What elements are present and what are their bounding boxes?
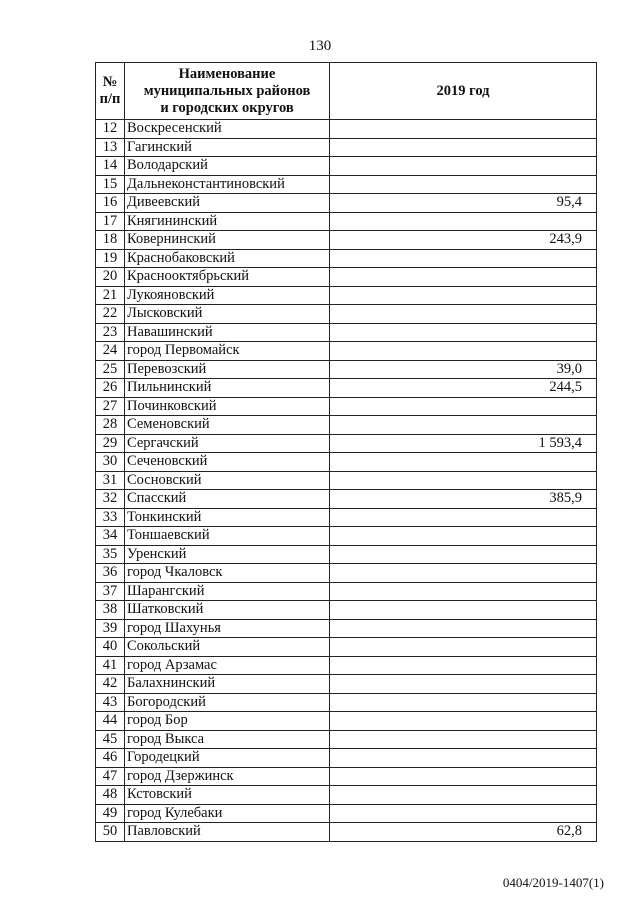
- municipality-name: Павловский: [125, 823, 330, 842]
- table-row: [96, 212, 597, 231]
- row-number: 40: [96, 638, 125, 657]
- row-number: 47: [96, 767, 125, 786]
- municipality-name: Балахнинский: [125, 675, 330, 694]
- row-number: 49: [96, 804, 125, 823]
- value-2019: [330, 564, 597, 583]
- row-number: 37: [96, 582, 125, 601]
- value-2019: 244,5: [330, 379, 597, 398]
- municipality-name: Городецкий: [125, 749, 330, 768]
- table-row: [96, 619, 597, 638]
- municipality-name: Дальнеконстантиновский: [125, 175, 330, 194]
- value-2019: [330, 397, 597, 416]
- table-row: [96, 434, 597, 453]
- row-number: 42: [96, 675, 125, 694]
- value-2019: [330, 582, 597, 601]
- value-2019: [330, 212, 597, 231]
- value-2019: [330, 786, 597, 805]
- municipality-name: Уренский: [125, 545, 330, 564]
- table-row: [96, 527, 597, 546]
- table-row: [96, 767, 597, 786]
- value-2019: [330, 268, 597, 287]
- municipality-name: Навашинский: [125, 323, 330, 342]
- table-body: [96, 120, 597, 842]
- table-row: [96, 453, 597, 472]
- table-row: [96, 730, 597, 749]
- document-code: 0404/2019-1407(1): [502, 875, 604, 890]
- row-number: 30: [96, 453, 125, 472]
- row-number: 35: [96, 545, 125, 564]
- table-row: [96, 693, 597, 712]
- value-2019: 95,4: [330, 194, 597, 213]
- row-number: 46: [96, 749, 125, 768]
- municipality-name: Лысковский: [125, 305, 330, 324]
- value-2019: [330, 527, 597, 546]
- municipality-name: Воскресенский: [125, 120, 330, 139]
- header-year-text: 2019 год: [436, 82, 490, 99]
- table-row: [96, 490, 597, 509]
- row-number: 41: [96, 656, 125, 675]
- municipality-name: Лукояновский: [125, 286, 330, 305]
- municipality-name: Краснооктябрьский: [125, 268, 330, 287]
- municipality-name: город Кулебаки: [125, 804, 330, 823]
- municipality-name: Шатковский: [125, 601, 330, 620]
- row-number: 14: [96, 157, 125, 176]
- row-number: 17: [96, 212, 125, 231]
- municipality-name: город Дзержинск: [125, 767, 330, 786]
- value-2019: [330, 323, 597, 342]
- row-number: 16: [96, 194, 125, 213]
- municipality-name: Гагинский: [125, 138, 330, 157]
- table-row: [96, 416, 597, 435]
- municipality-name: Тонкинский: [125, 508, 330, 527]
- municipality-name: Краснобаковский: [125, 249, 330, 268]
- municipality-name: Спасский: [125, 490, 330, 509]
- table-row: [96, 786, 597, 805]
- row-number: 50: [96, 823, 125, 842]
- table-row: [96, 249, 597, 268]
- municipality-name: город Арзамас: [125, 656, 330, 675]
- municipality-name: Сокольский: [125, 638, 330, 657]
- municipal-table: [95, 62, 597, 842]
- row-number: 31: [96, 471, 125, 490]
- table-row: [96, 601, 597, 620]
- table-row: [96, 286, 597, 305]
- value-2019: [330, 712, 597, 731]
- municipality-name: город Бор: [125, 712, 330, 731]
- table-row: [96, 471, 597, 490]
- value-2019: [330, 453, 597, 472]
- municipality-name: Шарангский: [125, 582, 330, 601]
- municipality-name: Сеченовский: [125, 453, 330, 472]
- row-number: 12: [96, 120, 125, 139]
- row-number: 33: [96, 508, 125, 527]
- municipality-name: Ковернинский: [125, 231, 330, 250]
- value-2019: [330, 675, 597, 694]
- value-2019: [330, 471, 597, 490]
- table-row: [96, 360, 597, 379]
- header-year: [330, 63, 597, 120]
- value-2019: [330, 638, 597, 657]
- row-number: 32: [96, 490, 125, 509]
- municipality-name: Сергачский: [125, 434, 330, 453]
- row-number: 22: [96, 305, 125, 324]
- municipality-name: Перевозский: [125, 360, 330, 379]
- table-row: [96, 545, 597, 564]
- table-row: [96, 804, 597, 823]
- table-row: [96, 120, 597, 139]
- table-row: [96, 231, 597, 250]
- table-row: [96, 564, 597, 583]
- table-row: [96, 323, 597, 342]
- municipality-name: Семеновский: [125, 416, 330, 435]
- value-2019: 243,9: [330, 231, 597, 250]
- row-number: 19: [96, 249, 125, 268]
- value-2019: [330, 342, 597, 361]
- row-number: 45: [96, 730, 125, 749]
- row-number: 38: [96, 601, 125, 620]
- municipality-name: город Выкса: [125, 730, 330, 749]
- table-row: [96, 712, 597, 731]
- table-row: [96, 656, 597, 675]
- row-number: 13: [96, 138, 125, 157]
- table-header: [96, 63, 597, 120]
- table-row: [96, 342, 597, 361]
- value-2019: 385,9: [330, 490, 597, 509]
- row-number: 25: [96, 360, 125, 379]
- value-2019: [330, 175, 597, 194]
- municipality-name: Богородский: [125, 693, 330, 712]
- table-row: [96, 305, 597, 324]
- header-name-text: Наименование муниципальных районов и городских округов: [143, 65, 311, 116]
- table-row: [96, 268, 597, 287]
- table-row: [96, 749, 597, 768]
- municipality-name: Пильнинский: [125, 379, 330, 398]
- row-number: 34: [96, 527, 125, 546]
- row-number: 26: [96, 379, 125, 398]
- row-number: 44: [96, 712, 125, 731]
- row-number: 20: [96, 268, 125, 287]
- table-row: [96, 675, 597, 694]
- municipality-name: город Шахунья: [125, 619, 330, 638]
- value-2019: [330, 619, 597, 638]
- municipality-name: Дивеевский: [125, 194, 330, 213]
- municipality-name: Тоншаевский: [125, 527, 330, 546]
- municipality-name: Володарский: [125, 157, 330, 176]
- municipality-name: город Первомайск: [125, 342, 330, 361]
- row-number: 21: [96, 286, 125, 305]
- table-row: [96, 508, 597, 527]
- table-row: [96, 138, 597, 157]
- row-number: 28: [96, 416, 125, 435]
- table-row: [96, 194, 597, 213]
- row-number: 23: [96, 323, 125, 342]
- municipality-name: Починковский: [125, 397, 330, 416]
- value-2019: [330, 804, 597, 823]
- table-row: [96, 582, 597, 601]
- page-number: 130: [308, 38, 332, 54]
- row-number: 27: [96, 397, 125, 416]
- value-2019: 62,8: [330, 823, 597, 842]
- value-2019: [330, 138, 597, 157]
- row-number: 24: [96, 342, 125, 361]
- value-2019: [330, 416, 597, 435]
- table-row: [96, 175, 597, 194]
- value-2019: [330, 545, 597, 564]
- value-2019: [330, 730, 597, 749]
- row-number: 48: [96, 786, 125, 805]
- value-2019: [330, 749, 597, 768]
- table-row: [96, 379, 597, 398]
- value-2019: [330, 305, 597, 324]
- row-number: 43: [96, 693, 125, 712]
- municipality-name: Княгининский: [125, 212, 330, 231]
- row-number: 29: [96, 434, 125, 453]
- row-number: 18: [96, 231, 125, 250]
- value-2019: [330, 157, 597, 176]
- table-row: [96, 638, 597, 657]
- row-number: 36: [96, 564, 125, 583]
- value-2019: [330, 286, 597, 305]
- header-num: [96, 63, 125, 120]
- value-2019: 1 593,4: [330, 434, 597, 453]
- header-row: [96, 63, 597, 120]
- municipality-name: Сосновский: [125, 471, 330, 490]
- value-2019: [330, 693, 597, 712]
- table-row: [96, 823, 597, 842]
- row-number: 39: [96, 619, 125, 638]
- value-2019: 39,0: [330, 360, 597, 379]
- value-2019: [330, 120, 597, 139]
- value-2019: [330, 656, 597, 675]
- table-row: [96, 157, 597, 176]
- table-row: [96, 397, 597, 416]
- value-2019: [330, 508, 597, 527]
- value-2019: [330, 767, 597, 786]
- header-num-text: № п/п: [99, 74, 121, 107]
- header-name: [125, 63, 330, 120]
- value-2019: [330, 601, 597, 620]
- municipality-name: Кстовский: [125, 786, 330, 805]
- value-2019: [330, 249, 597, 268]
- row-number: 15: [96, 175, 125, 194]
- municipality-name: город Чкаловск: [125, 564, 330, 583]
